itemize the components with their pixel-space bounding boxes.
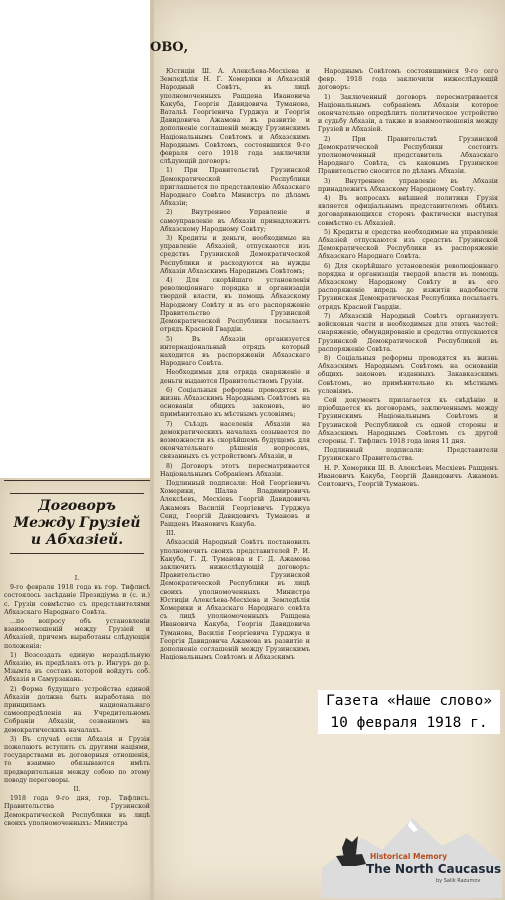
paragraph: 1) Заключенный договоръ пересматривается Нацiональнымъ собранiемъ Абхазiи которое окончательно опредѣлитъ политическое устройство и судьбу Абхазiи, а также и взаимоотношенiя между Грузiей и Абхазiей. <box>318 93 498 134</box>
paragraph: 7) Абхазскiй Народный Совѣтъ организуетъ войсковыя части и необходимыя для этихъ частей: снаряженiе, обмундированiе и средства отпускаются Грузинской Демократической Республикой въ распоряженiе Совѣта. <box>318 312 498 353</box>
source-caption <box>318 690 500 734</box>
middle-column <box>160 68 310 900</box>
watermark-line-3: by Salik Razumov <box>436 878 481 884</box>
left-column-end: 1918 года 9-го дня, гор. Тифлисъ. Правительства Грузинской Демократической Республики въ лицѣ своихъ уполномоченныхъ: Министра <box>4 795 150 827</box>
paragraph: Н. Р. Хомерики Ш. В. Алексѣевъ Месхiевъ Рашденъ Ивановичъ Какуба, Георгiй Давидовичъ Ажамовъ Сеитовичъ, Георгiй Тумановъ. <box>318 464 498 488</box>
paragraph: 1) При Правительствѣ Грузинской Демократической Республики приглашается по представленiю Абхазскаго Народнаго Совѣта Министръ по дѣламъ Абхазiи; <box>160 167 310 208</box>
paragraph: 2) При Правительствѣ Грузинской Демократической Республики состоитъ уполномоченный представитель Абхазскаго Народнаго Совѣта, съ каковымъ Грузинское Правительство сносится по дѣламъ Абхазiи. <box>318 135 498 176</box>
section-heading-1: I. <box>74 575 80 582</box>
paragraph: 7) Съѣздъ населенiя Абхазiи на демократическихъ началахъ созывается по возможности въ скорѣйшемъ будущемъ для окончательнаго рѣшенiя вопросовъ, связанныхъ съ устройствомъ Абхазiи, и <box>160 420 310 461</box>
paragraph: 3) Кредиты и деньги, необходимые на управленiе Абхазiей, отпускаются изъ средствъ Грузинской Демократической Республики и расходуются на нужды Абхазiи Абхазскимъ Народнымъ Совѣтомъ; <box>160 235 310 275</box>
paragraph: 4) Въ вопросахъ внѣшней политики Грузiя является офицiальнымъ представителемъ обѣихъ договаривающихся сторонъ фактически выступая совмѣстно съ Абхазiей. <box>318 195 498 227</box>
paragraph: III. <box>166 530 176 538</box>
watermark-line-2: The North Caucasus <box>366 862 502 876</box>
caption-line-2: 10 февраля 1918 г. <box>330 715 488 731</box>
clipping-edge <box>150 0 154 900</box>
caption-line-1: Газета «Наше слово» <box>326 693 492 709</box>
paragraph: 5) Кредиты и средства необходимые на управленiе Абхазiей отпускаются изъ средствъ Грузинской Демократической Республики въ распоряженiе Абхазскаго Народнаго Совѣта. <box>318 228 498 261</box>
paragraph: 2) Внутреннее Управленiе и самоуправленiе въ Абхазiи принадлежитъ Абхазскому Народному Совѣту; <box>160 209 310 233</box>
paragraph: Народнымъ Совѣтомъ состоявшимися 9-го сего февр. 1918 года заключили нижеслѣдующiй договоръ: <box>318 68 498 92</box>
paragraph: Подлинный подписали: Представители Грузинскаго Правительства. <box>318 447 498 463</box>
right-column <box>318 68 498 638</box>
paragraph: 3) Въ случаѣ если Абхазiя и Грузiя пожелаютъ вступить съ другими нацiями, государствами въ договорныя отношенiя, то взаимно обязываются имѣть предварительныя между собою по этому поводу переговоры. <box>4 735 150 784</box>
paragraph: 4) Для скорѣйшаго установленiя революцiоннаго порядка и организацiи твердой власти, въ помощь Абхазскому Народному Совѣту и въ его распоряженiе Правительство Грузинской Демократической Республики посылаетъ отрядъ Красной Гвардiи. <box>160 277 310 334</box>
paragraph: 1) Возсоздать единую нераздѣльную Абхазiю, въ предѣлахъ отъ р. Ингуръ до р. Мзымта въ составъ которой войдутъ соб. Абхазiя и Самурзакань. <box>4 651 150 684</box>
headline-rule <box>4 480 150 481</box>
paragraph: 5) Въ Абхазiи организуется интернацiональный отрядъ который находится въ распоряженiи Абхазскаго Народнаго Совѣта. <box>160 335 310 368</box>
article-headline: Договоръ Между Грузiей и Абхазiей. <box>10 493 144 554</box>
paragraph: Юстицiи Ш. А. Алексѣева-Месхiева и Земледѣлiя Н. Г. Хомерики и Абхазскiй Народный Совѣтъ, въ лицѣ уполномоченныхъ Рашдена Ивановича Какуба, Георгiя Давидовича Туманова, Ватальѣ Георгiевича Гурджуа и Георгiя Давидовича Ажамова въ развитiе и дополненiе соглашенiй между Грузинскимъ Нацiональнымъ Совѣтомъ и Абхазскимъ Народнымъ Совѣтомъ, состоявшихся 9-го февраля сего 1918 года заключили слѣдующiй договоръ: <box>160 68 310 166</box>
paragraph: 3) Внутреннее управленiе въ Абхазiи принадлежитъ Абхазскому Народному Совѣту. <box>318 177 498 193</box>
paragraph: ...по вопросу объ установленiи взаимоотношенiй между Грузiей и Абхазiей, причемъ выработаны слѣдующiя положенiя: <box>4 618 150 650</box>
watermark-line-1: Historical Memory <box>370 852 448 861</box>
paragraph: Абхазскiй Народный Совѣтъ постановилъ уполномочить своихъ представителей Р. И. Какуба, Г. Д. Туманова и Г. Д. Ажамова заключить нижеслѣдующiй договоръ: Правительство Грузинской Демократической Республики въ лицѣ своихъ уполномоченныхъ Министра Юстицiи Алексѣева-Месхiева и Земледѣлiя Хомерики и Абхазскаго Народнаго совѣта съ лицѣ уполномоченныхъ Рашдена Ивановича Какуба, Георгiя Давидовича Туманова, Василiя Георгiевича Гурджуа и Георгiя Давидовича Ажамова въ развитiе и дополненiе соглашенiй между Грузинскимъ Нацiональнымъ Совѣтомъ и Абхазскимъ <box>160 539 310 662</box>
left-column <box>4 575 150 900</box>
paragraph: 2) Форма будущаго устройства единой Абхазiи должна быть выработана по принципамъ национальнаго самоопредѣленiя на Учредительномъ Собранiи Абхазiи, созванномъ на демократическихъ началахъ. <box>4 685 150 734</box>
paragraph: Подлинный подписали: Ной Георгiевичъ Хомерики, Шалва Владимировичъ Алексѣевъ, Месхiевъ Георгiй Давидовичъ Ажамовъ Василiй Георгiевичъ Гурджуа Сеид, Георгiй Давидовичъ Тумановъ и Рашденъ Ивановичъ Какуба. <box>160 479 310 528</box>
paragraph: Необходимыя для отряда снаряженiе и деньги выдаются Правительствомъ Грузiи. <box>160 369 310 385</box>
newspaper-header-fragment: ОВО, <box>150 40 189 55</box>
paragraph: 8) Договоръ этотъ пересматривается Нацiональнымъ Собранiемъ Абхазiи. <box>160 462 310 478</box>
paragraph: 6) Соцiальныя реформы проводятся въ жизнь Абхазскимъ Народнымъ Совѣтомъ на основанiи общихъ законовъ, но примѣнительно къ мѣстнымъ условiямъ; <box>160 386 310 419</box>
paragraph: 8) Соцiальныя реформы проводятся въ жизнь Абхазскимъ Народнымъ Совѣтомъ на основанiи общихъ законовъ изданныхъ Закавказскимъ Совѣтомъ, но примѣнительно къ мѣстнымъ условiямъ. <box>318 354 498 395</box>
paragraph: 9-го февраля 1918 года въ гор. Тифлисѣ состоялось засѣданiе Президiума и (с. и.) с. Грузiи совмѣстно съ представителями Абхазскаго Народнаго Совѣта. <box>4 584 150 616</box>
paragraph: Сей документъ прилагается къ свѣдѣнiю и прiобщается къ договорамъ, заключеннымъ между Грузинскимъ Нацiональнымъ Совѣтомъ и Грузинской Республикой съ одной стороны и Абхазскимъ Народнымъ Совѣтомъ съ другой стороны. Г. Тифлисъ 1918 года iюня 11 дня. <box>318 396 498 445</box>
section-heading-2: II. <box>73 786 81 794</box>
paragraph: 6) Для скорѣйшаго установленiя революцiоннаго порядка и организацiи твердой власти въ помощь Абхазскому Народному Совѣту и въ его распоряженiе впредь до изжитiя надобности Грузинская Демократическая Республика посылаетъ отрядъ Красной Гвардiи. <box>318 262 498 311</box>
